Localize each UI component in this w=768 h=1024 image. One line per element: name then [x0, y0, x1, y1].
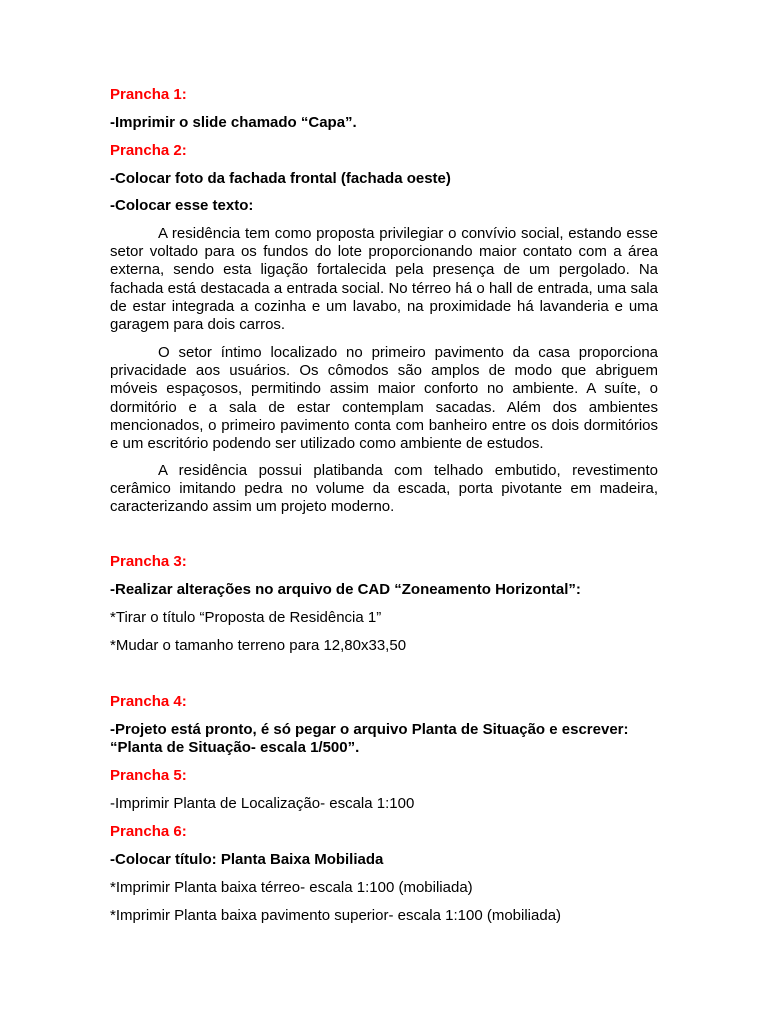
prancha-1-item-1: -Imprimir o slide chamado “Capa”. [110, 114, 357, 131]
prancha-1-heading: Prancha 1: [110, 86, 187, 103]
prancha-4-item-2: “Planta de Situação- escala 1/500”. [110, 739, 360, 756]
prancha-3-heading: Prancha 3: [110, 553, 187, 570]
prancha-2-paragraph-1: A residência tem como proposta privilegiar o convívio social, estando esse setor voltado para os fundos do lote proporcionando maior contato com a área externa, sendo esta ligação fortalecida pela presença de um pergolado. Na fachada está destacada a entrada social. No térreo há o hall de entrada, uma sala de estar integrada a cozinha e um lavabo, na proximidade há lavanderia e uma garagem para dois carros. [110, 225, 658, 334]
prancha-6-item-1: -Colocar título: Planta Baixa Mobiliada [110, 851, 384, 868]
prancha-3-item-2: *Tirar o título “Proposta de Residência 1” [110, 609, 382, 626]
prancha-6-item-2: *Imprimir Planta baixa térreo- escala 1:100 (mobiliada) [110, 879, 473, 896]
prancha-3-item-1: -Realizar alterações no arquivo de CAD “Zoneamento Horizontal”: [110, 581, 581, 598]
prancha-2-paragraph-3: A residência possui platibanda com telhado embutido, revestimento cerâmico imitando pedra no volume da escada, porta pivotante em madeira, caracterizando assim um projeto moderno. [110, 462, 658, 516]
prancha-6-heading: Prancha 6: [110, 823, 187, 840]
prancha-2-paragraph-2: O setor íntimo localizado no primeiro pavimento da casa proporciona privacidade aos usuários. Os cômodos são amplos de modo que abriguem móveis espaçosos, permitindo assim maior conforto no ambiente. A suíte, o dormitório e a sala de estar contemplam sacadas. Além dos ambientes mencionados, o primeiro pavimento conta com banheiro entre os dois dormitórios e um escritório podendo ser utilizado como ambiente de estudos. [110, 344, 658, 453]
prancha-2-item-2: -Colocar esse texto: [110, 197, 254, 214]
prancha-5-item-1: -Imprimir Planta de Localização- escala 1:100 [110, 795, 415, 812]
prancha-2-heading: Prancha 2: [110, 142, 187, 159]
prancha-3-item-3: *Mudar o tamanho terreno para 12,80x33,50 [110, 637, 407, 654]
prancha-6-item-3: *Imprimir Planta baixa pavimento superior- escala 1:100 (mobiliada) [110, 907, 562, 924]
prancha-4-item-1: -Projeto está pronto, é só pegar o arquivo Planta de Situação e escrever: [110, 721, 629, 738]
prancha-2-item-1: -Colocar foto da fachada frontal (fachada oeste) [110, 170, 451, 187]
prancha-5-heading: Prancha 5: [110, 767, 187, 784]
prancha-4-heading: Prancha 4: [110, 693, 187, 710]
